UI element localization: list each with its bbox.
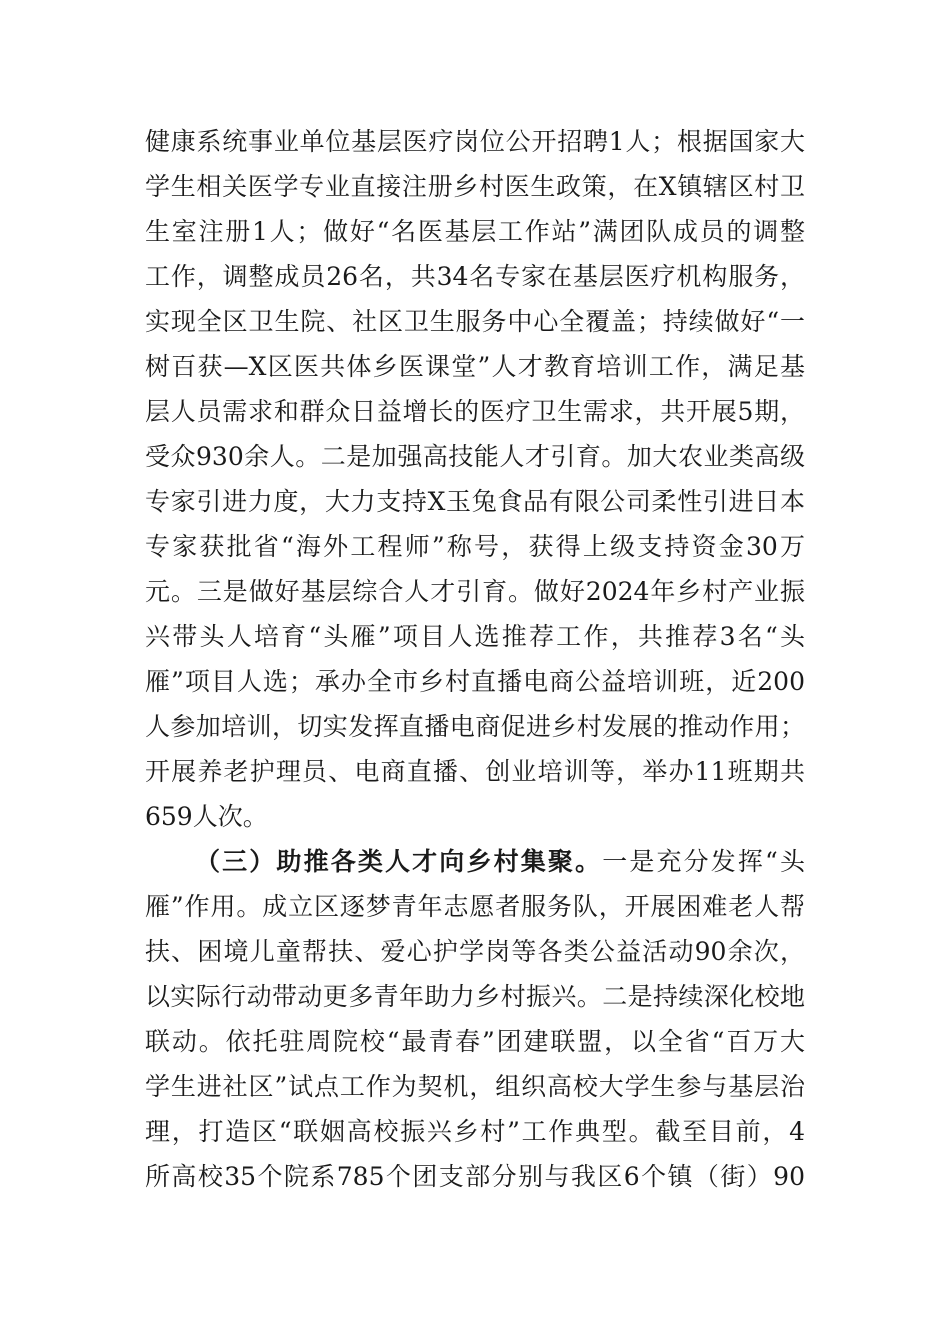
paragraph-line: 专家获批省“海外工程师”称号，获得上级支持资金30万	[145, 532, 805, 561]
paragraph-line: 扶、困境儿童帮扶、爱心护学岗等各类公益活动90余次，	[145, 937, 805, 966]
paragraph-line: 理，打造区“联姻高校振兴乡村”工作典型。截至目前，4	[145, 1117, 805, 1146]
paragraph-line: 生室注册1人；做好“名医基层工作站”满团队成员的调整	[145, 217, 805, 246]
paragraph-line: 受众930余人。二是加强高技能人才引育。加大农业类高级	[145, 442, 805, 471]
paragraph-line: 以实际行动带动更多青年助力乡村振兴。二是持续深化校地	[145, 982, 805, 1011]
paragraph-line: 雁”项目人选；承办全市乡村直播电商公益培训班，近200	[145, 667, 805, 696]
paragraph-line: 层人员需求和群众日益增长的医疗卫生需求，共开展5期，	[145, 397, 805, 426]
paragraph-line: 实现全区卫生院、社区卫生服务中心全覆盖；持续做好“一	[145, 307, 805, 336]
paragraph-line: 所高校35个院系785个团支部分别与我区6个镇（街）90	[145, 1162, 805, 1191]
paragraph-line: 人参加培训，切实发挥直播电商促进乡村发展的推动作用；	[145, 712, 805, 741]
section-heading-line	[195, 842, 805, 882]
paragraph-line: 健康系统事业单位基层医疗岗位公开招聘1人；根据国家大	[145, 127, 805, 156]
paragraph-line: 兴带头人培育“头雁”项目人选推荐工作，共推荐3名“头	[145, 622, 805, 651]
paragraph-line: 专家引进力度，大力支持X玉兔食品有限公司柔性引进日本	[145, 487, 805, 516]
paragraph-line: 雁”作用。成立区逐梦青年志愿者服务队，开展困难老人帮	[145, 892, 805, 921]
section-heading-rest: 一是充分发挥“头	[602, 847, 805, 876]
paragraph-line: 工作，调整成员26名，共34名专家在基层医疗机构服务，	[145, 262, 805, 291]
paragraph-line: 学生进社区”试点工作为契机，组织高校大学生参与基层治	[145, 1072, 805, 1101]
paragraph-line: 树百获—X区医共体乡医课堂”人才教育培训工作，满足基	[145, 352, 805, 381]
paragraph-line: 学生相关医学专业直接注册乡村医生政策，在X镇辖区村卫	[145, 172, 805, 201]
section-heading: （三）助推各类人才向乡村集聚。	[195, 847, 603, 876]
paragraph-line: 开展养老护理员、电商直播、创业培训等，举办11班期共	[145, 757, 805, 786]
paragraph-line: 元。三是做好基层综合人才引育。做好2024年乡村产业振	[145, 577, 805, 606]
paragraph-line: 659人次。	[145, 802, 268, 831]
paragraph-line: 联动。依托驻周院校“最青春”团建联盟，以全省“百万大	[145, 1027, 805, 1056]
